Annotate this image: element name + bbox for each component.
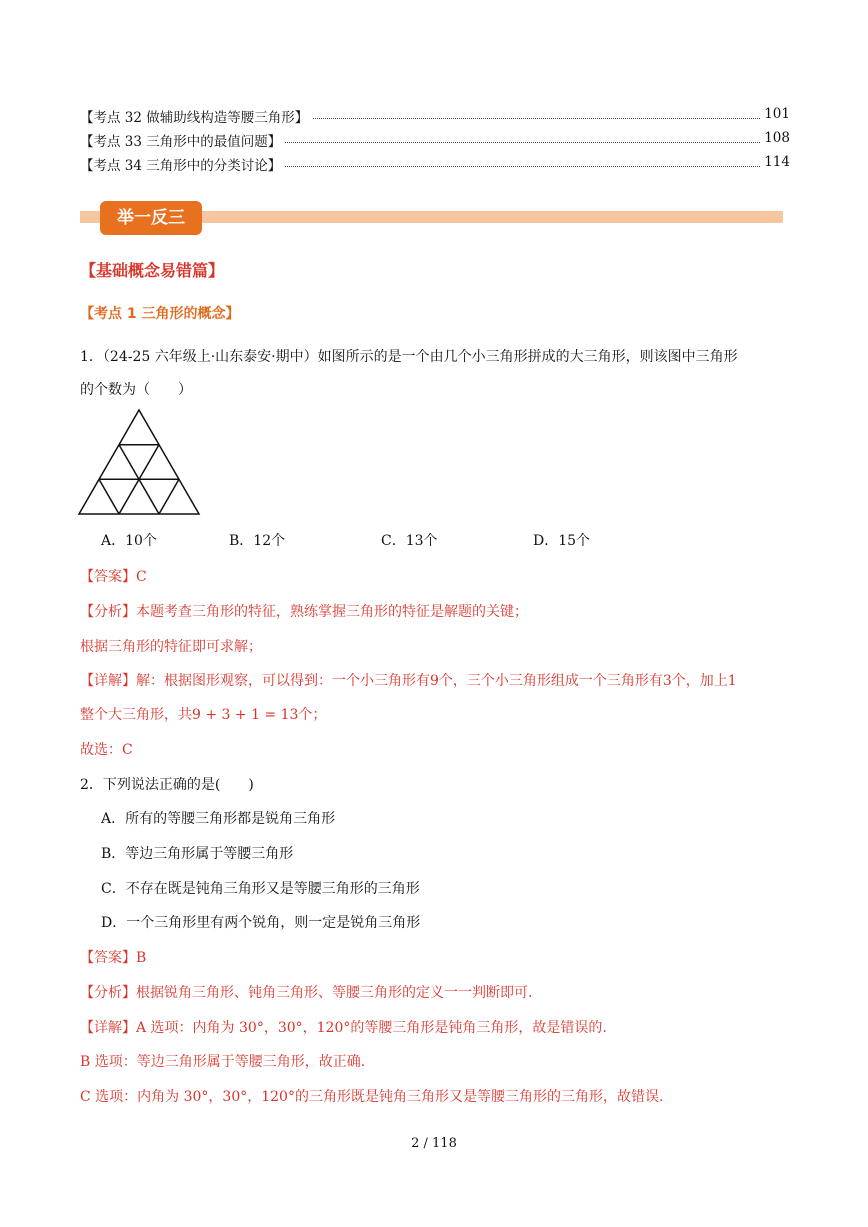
option-b: B．12个 (229, 533, 286, 549)
page-number: 2 / 118 (411, 1136, 457, 1151)
section-banner-label: 举一反三 (100, 201, 202, 235)
option-a: A．10个 (101, 533, 157, 549)
detail-cont: B 选项：等边三角形属于等腰三角形，故正确. (80, 1054, 366, 1070)
option-c: C．不存在既是钝角三角形又是等腰三角形的三角形 (101, 881, 420, 897)
toc-title: 【考点 34 三角形中的分类讨论】 (80, 154, 285, 174)
option-a: A．所有的等腰三角形都是锐角三角形 (101, 811, 336, 827)
toc-title: 【考点 32 做辅助线构造等腰三角形】 (80, 106, 312, 126)
option-c: C．13个 (381, 533, 438, 549)
question-1-stem: 1．（24-25 六年级上·山东泰安·期中）如图所示的是一个由几个小三角形拼成的大三角形，则该图中三角形 (80, 349, 738, 365)
option-d: D．一个三角形里有两个锐角，则一定是锐角三角形 (101, 915, 421, 931)
inner-line (159, 479, 179, 514)
toc-page-number: 108 (761, 130, 790, 146)
section-title: 【基础概念易错篇】 (80, 261, 225, 280)
answer: 【答案】B (80, 950, 147, 966)
option-d: D．15个 (533, 533, 591, 549)
answer: 【答案】C (80, 569, 147, 585)
toc-entry[interactable] (80, 130, 790, 150)
toc-page-number: 101 (761, 106, 790, 122)
toc-entry[interactable] (80, 154, 790, 174)
analysis-cont: 根据三角形的特征即可求解； (80, 639, 262, 655)
toc-entry[interactable] (80, 106, 790, 126)
analysis: 【分析】根据锐角三角形、钝角三角形、等腰三角形的定义一一判断即可. (80, 985, 533, 1001)
question-2-stem: 2．下列说法正确的是( ) (80, 777, 254, 793)
detail: 【详解】A 选项：内角为 30°，30°，120°的等腰三角形是钝角三角形，故是错误的. (80, 1020, 607, 1036)
option-b: B．等边三角形属于等腰三角形 (101, 846, 294, 862)
big-triangle (79, 410, 199, 514)
toc-page-number: 114 (761, 154, 790, 170)
detail-cont: 整个大三角形，共9 + 3 + 1 = 13个； (80, 707, 327, 723)
choice: 故选：C (80, 742, 133, 758)
analysis: 【分析】本题考查三角形的特征，熟练掌握三角形的特征是解题的关键； (80, 604, 528, 620)
toc-title: 【考点 33 三角形中的最值问题】 (80, 130, 285, 150)
inner-line (99, 479, 119, 514)
detail: 【详解】解：根据图形观察，可以得到：一个小三角形有9个，三个小三角形组成一个三角形有3个，加上1 (80, 673, 737, 689)
topic-title: 【考点 1 三角形的概念】 (80, 306, 240, 322)
question-1-stem-cont: 的个数为（ ） (80, 382, 192, 398)
triangle-figure (77, 408, 203, 518)
detail-cont: C 选项：内角为 30°，30°，120°的三角形既是钝角三角形又是等腰三角形的三角形，故错误. (80, 1089, 664, 1105)
